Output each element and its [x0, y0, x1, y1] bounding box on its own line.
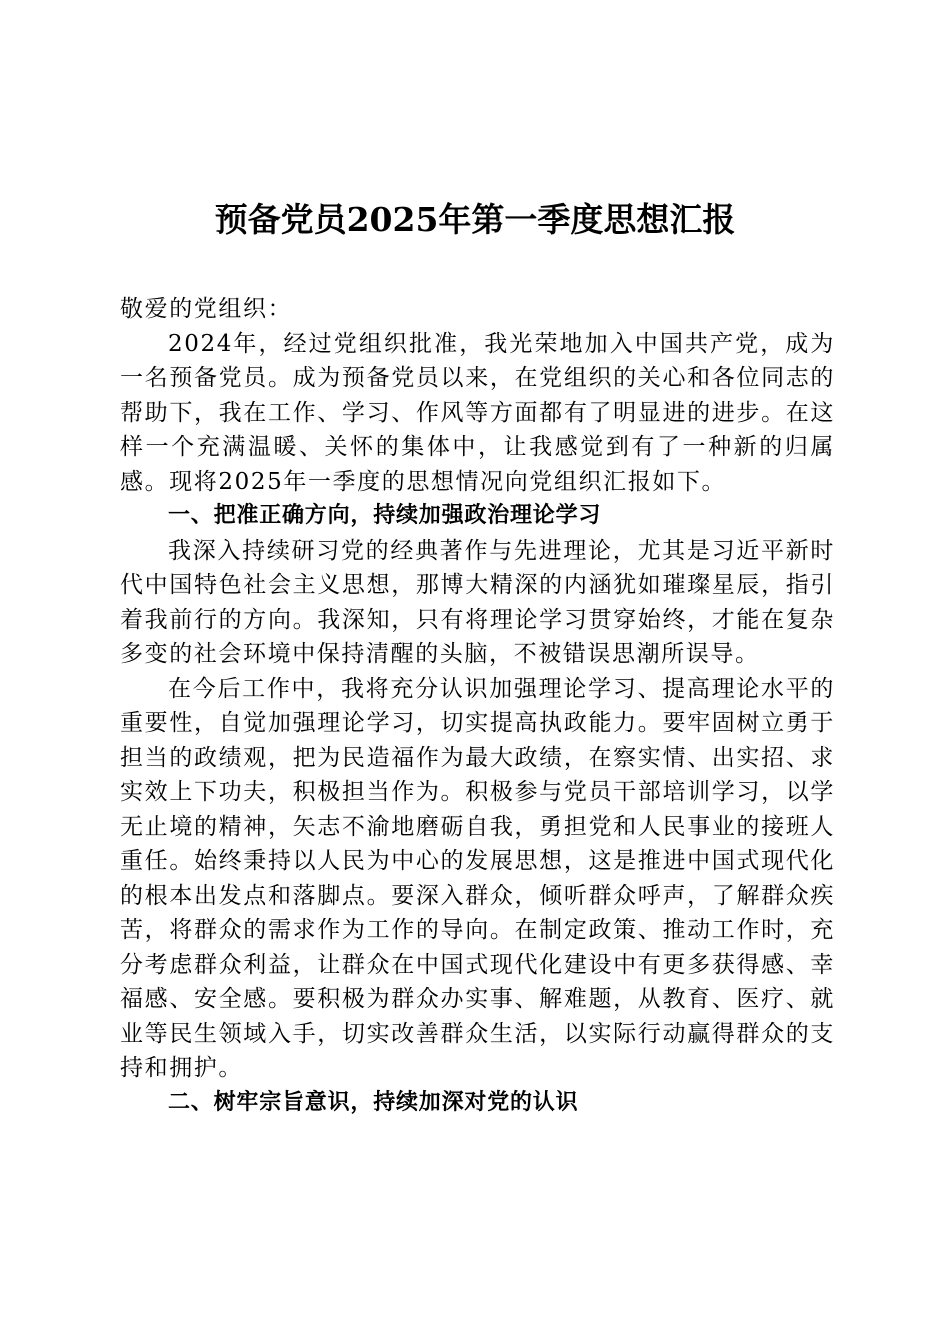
salutation: 敬爱的党组织： [120, 296, 293, 322]
section1-paragraph-2: 在今后工作中，我将充分认识加强理论学习、提高理论水平的重要性，自觉加强理论学习，切实提高执政能力。要牢固树立勇于担当的政绩观，把为民造福作为最大政绩，在察实情、出实招、求实效上下功夫，积极担当作为。积极参与党员干部培训学习，以学无止境的精神，矢志不渝地磨砺自我，勇担党和人民事业的接班人重任。始终秉持以人民为中心的发展思想，这是推进中国式现代化的根本出发点和落脚点。要深入群众，倾听群众呼声，了解群众疾苦，将群众的需求作为工作的导向。在制定政策、推动工作时，充分考虑群众利益，让群众在中国式现代化建设中有更多获得感、幸福感、安全感。要积极为群众办实事、解难题，从教育、医疗、就业等民生领域入手，切实改善群众生活，以实际行动赢得群众的支持和拥护。 [120, 675, 835, 1081]
document-body [120, 292, 835, 1120]
section-heading-2: 二、树牢宗旨意识，持续加深对党的认识 [168, 1089, 579, 1115]
document-title: 预备党员2025年第一季度思想汇报 [214, 200, 736, 239]
section1-paragraph-1: 我深入持续研习党的经典著作与先进理论，尤其是习近平新时代中国特色社会主义思想，那博大精深的内涵犹如璀璨星辰，指引着我前行的方向。我深知，只有将理论学习贯穿始终，才能在复杂多变的社会环境中保持清醒的头脑，不被错误思潮所误导。 [120, 537, 835, 667]
section-heading-1: 一、把准正确方向，持续加强政治理论学习 [168, 503, 602, 528]
intro-paragraph: 2024年，经过党组织批准，我光荣地加入中国共产党，成为一名预备党员。成为预备党员以来，在党组织的关心和各位同志的帮助下，我在工作、学习、作风等方面都有了明显进的进步。在这样一个充满温暖、关怀的集体中，让我感觉到有了一种新的归属感。现将2025年一季度的思想情况向党组织汇报如下。 [120, 330, 835, 495]
